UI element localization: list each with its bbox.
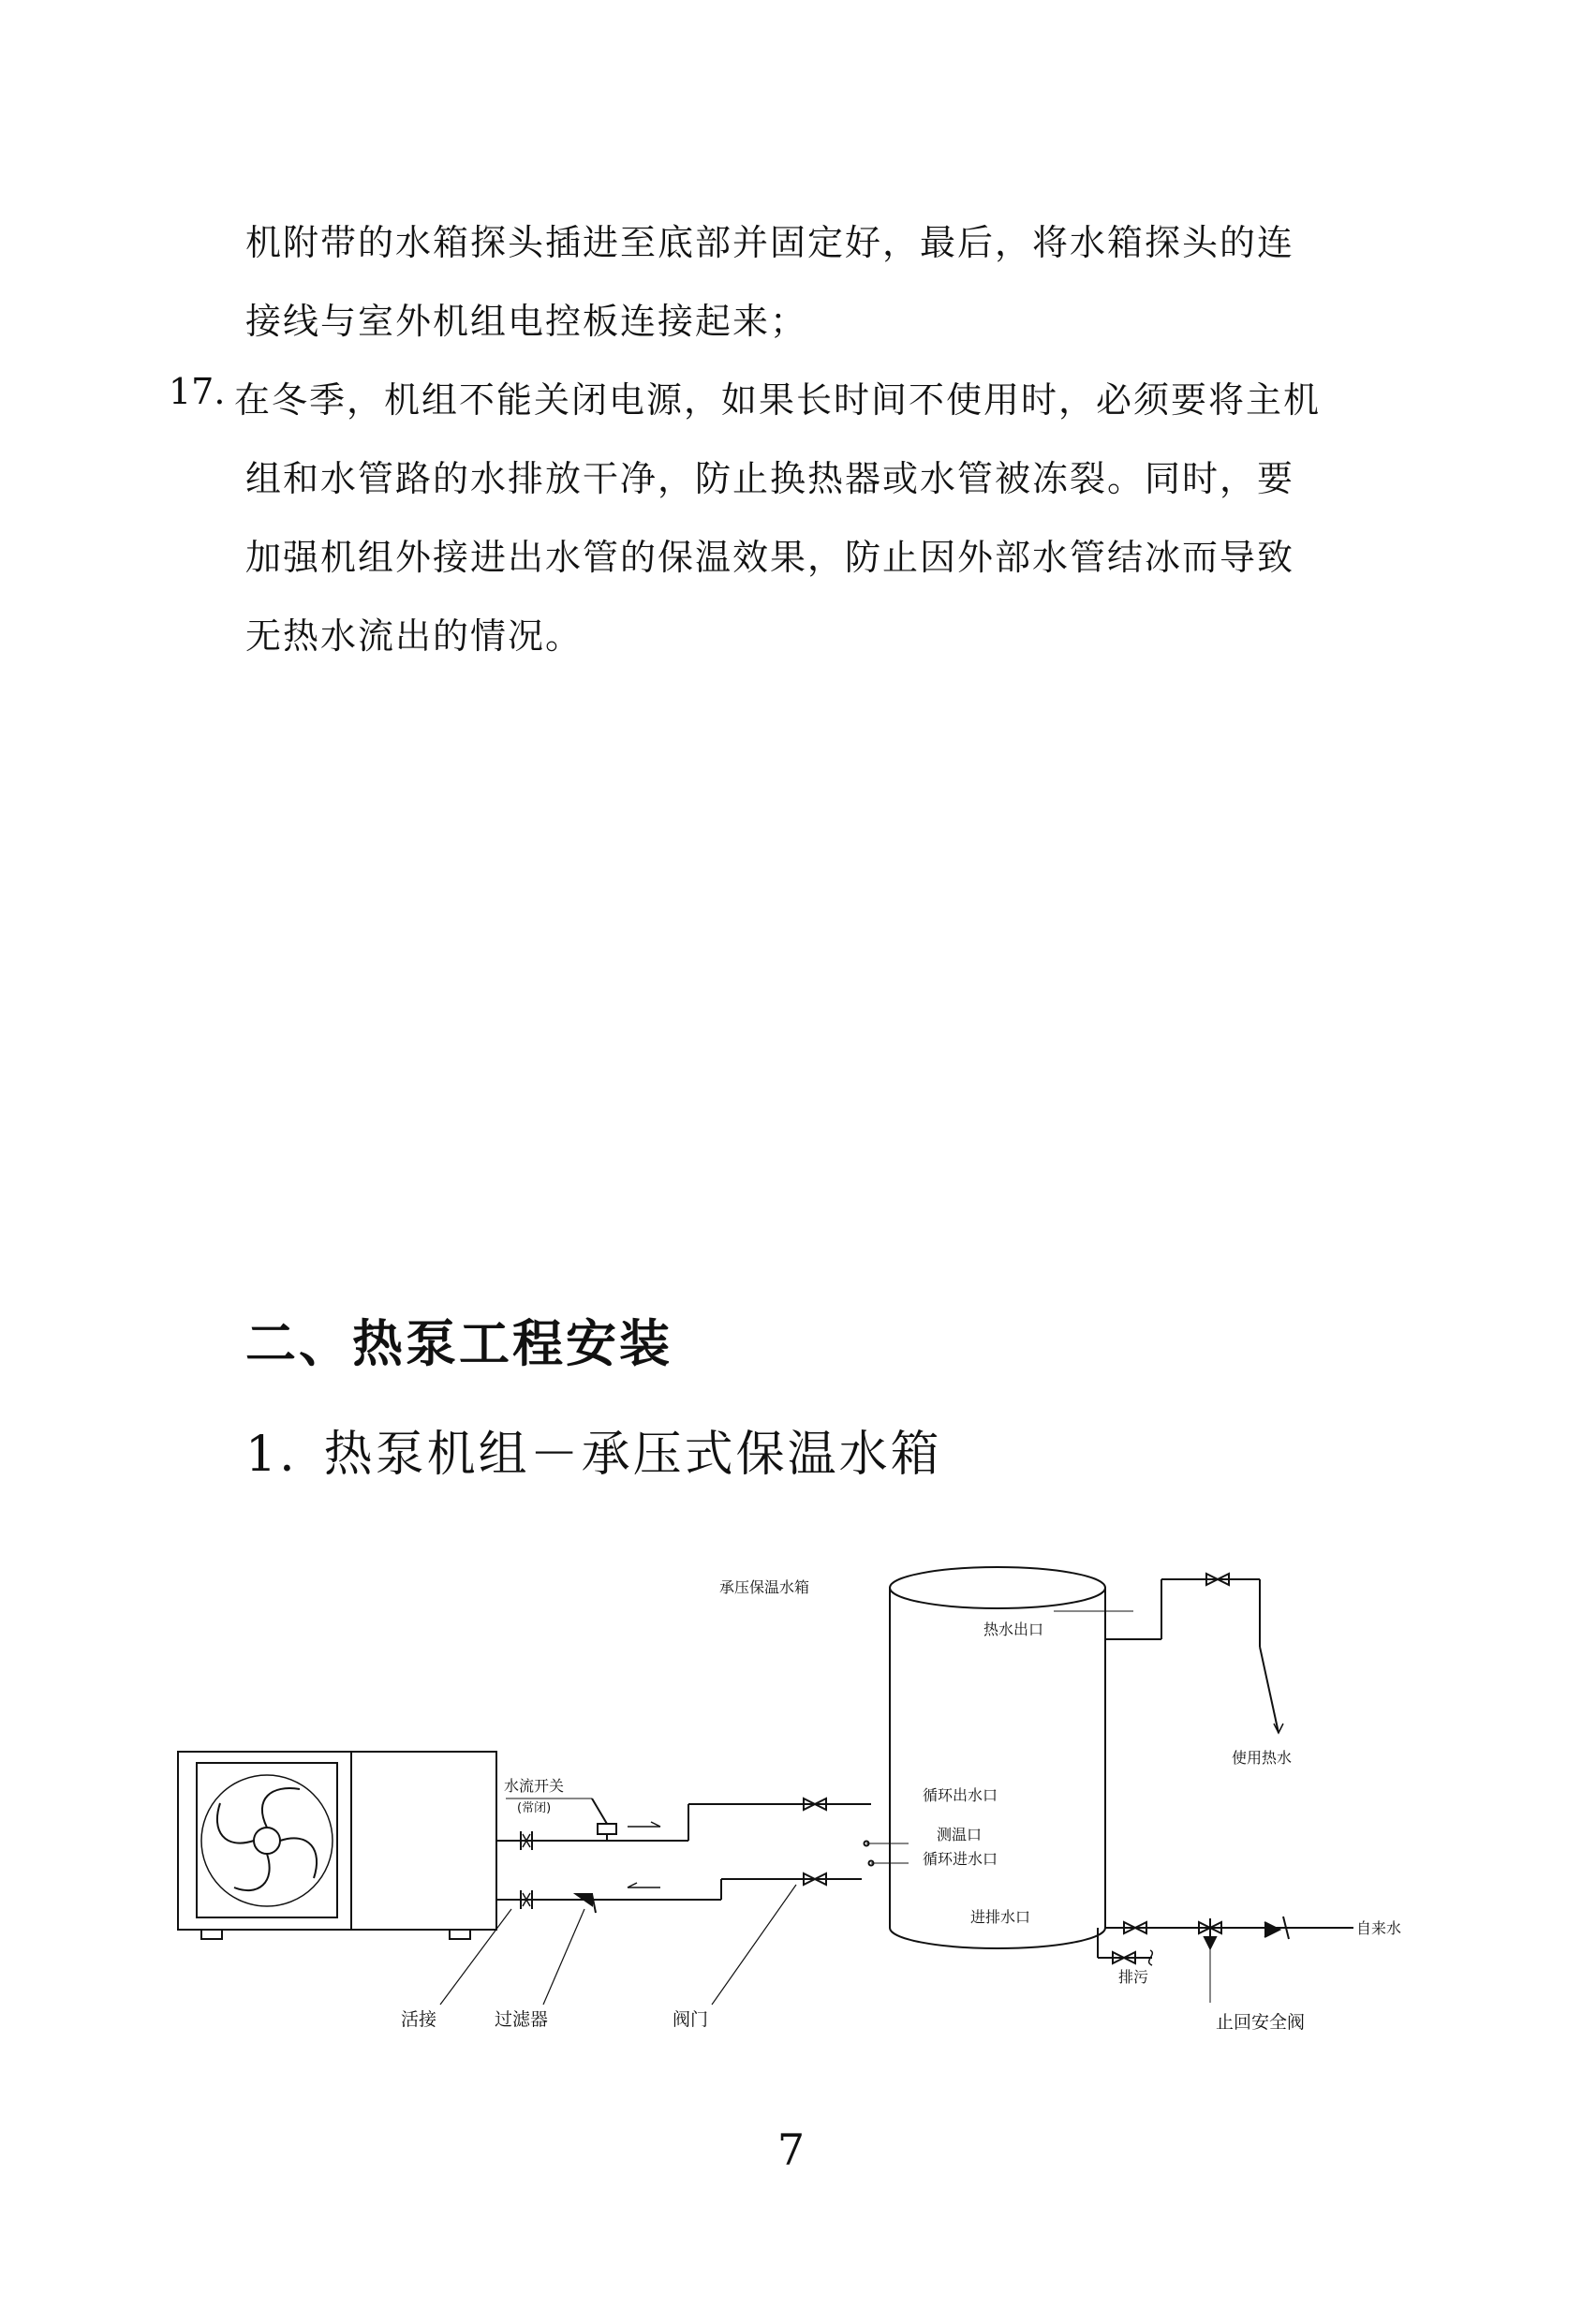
label-tap-water: 自来水 (1356, 1919, 1402, 1937)
label-hot-water-outlet: 热水出口 (983, 1621, 1044, 1638)
diagram-labels (401, 1578, 1401, 2033)
hot-water-outlet-pipe (1054, 1574, 1283, 1733)
item-17-number: 17. (169, 371, 226, 412)
label-check-safety-valve: 止回安全阀 (1216, 2012, 1306, 2033)
lower-pipe (496, 1873, 862, 1913)
label-flow-switch: 水流开关 (504, 1777, 565, 1795)
label-use-hot-water: 使用热水 (1232, 1749, 1293, 1767)
label-union: 活接 (401, 2009, 437, 2030)
body-line-2: 接线与室外机组电控板连接起来； (245, 301, 808, 342)
item-17-line-4: 无热水流出的情况。 (245, 615, 584, 657)
leader-lines (440, 1885, 796, 2005)
label-valve: 阀门 (673, 2009, 709, 2030)
page-number: 7 (776, 2124, 806, 2175)
subsection-number: 1. (245, 1427, 298, 1483)
label-circ-inlet: 循环进水口 (923, 1850, 998, 1868)
item-17-line-1: 在冬季，机组不能关闭电源，如果长时间不使用时，必须要将主机 (234, 379, 1322, 421)
label-inlet-drain-port: 进排水口 (970, 1908, 1031, 1926)
upper-pipe (496, 1799, 862, 1850)
label-circ-outlet: 循环出水口 (923, 1786, 998, 1804)
subsection-title (245, 1414, 942, 1485)
installation-diagram (159, 1546, 1414, 2051)
item-17-line-2: 组和水管路的水排放干净，防止换热器或水管被冻裂。同时，要 (245, 458, 1295, 499)
section-title: 二、热泵工程安装 (245, 1314, 673, 1373)
label-drain: 排污 (1118, 1968, 1149, 1986)
label-filter: 过滤器 (495, 2009, 549, 2030)
tank-ports (862, 1804, 909, 1866)
label-tank: 承压保温水箱 (719, 1578, 810, 1596)
tap-water-pipe (1098, 1917, 1353, 2003)
label-temp-port: 测温口 (937, 1826, 983, 1843)
item-17-line-3: 加强机组外接进出水管的保温效果，防止因外部水管结冰而导致 (245, 537, 1295, 578)
label-flow-switch-note: (常闭) (517, 1801, 552, 1815)
heat-pump-unit (178, 1752, 496, 1939)
subsection-title-text: 热泵机组－承压式保温水箱 (323, 1427, 942, 1483)
body-line-1: 机附带的水箱探头插进至底部并固定好，最后，将水箱探头的连 (245, 222, 1295, 263)
